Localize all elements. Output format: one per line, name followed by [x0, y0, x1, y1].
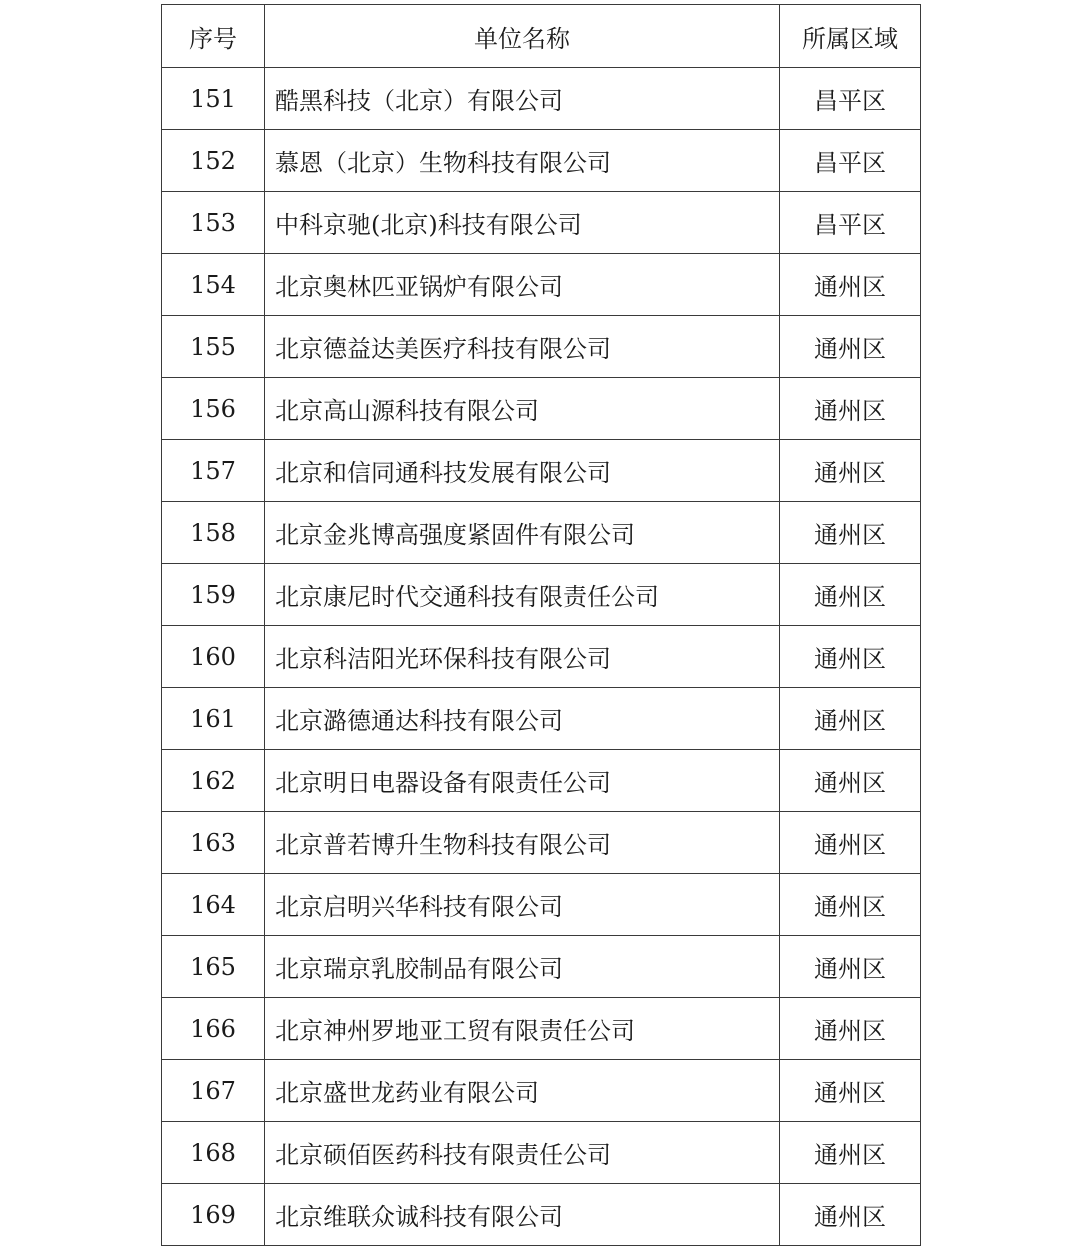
- row-number: 151: [162, 68, 265, 130]
- header-name: 单位名称: [265, 5, 780, 68]
- district-name: 通州区: [780, 1122, 921, 1184]
- district-name: 通州区: [780, 1060, 921, 1122]
- table-row: [162, 626, 921, 688]
- district-name: 通州区: [780, 378, 921, 440]
- district-name: 昌平区: [780, 68, 921, 130]
- row-number: 155: [162, 316, 265, 378]
- district-name: 通州区: [780, 564, 921, 626]
- company-name: 北京神州罗地亚工贸有限责任公司: [265, 998, 780, 1060]
- row-number: 169: [162, 1184, 265, 1246]
- row-number: 167: [162, 1060, 265, 1122]
- company-name: 慕恩（北京）生物科技有限公司: [265, 130, 780, 192]
- district-name: 通州区: [780, 1184, 921, 1246]
- table-row: [162, 68, 921, 130]
- row-number: 153: [162, 192, 265, 254]
- district-name: 通州区: [780, 874, 921, 936]
- district-name: 通州区: [780, 688, 921, 750]
- district-name: 通州区: [780, 254, 921, 316]
- row-number: 156: [162, 378, 265, 440]
- header-number: 序号: [162, 5, 265, 68]
- table-row: [162, 502, 921, 564]
- district-name: 通州区: [780, 316, 921, 378]
- table-row: [162, 316, 921, 378]
- company-name: 北京康尼时代交通科技有限责任公司: [265, 564, 780, 626]
- row-number: 160: [162, 626, 265, 688]
- table-row: [162, 688, 921, 750]
- district-name: 昌平区: [780, 130, 921, 192]
- company-name: 北京启明兴华科技有限公司: [265, 874, 780, 936]
- company-name: 酷黑科技（北京）有限公司: [265, 68, 780, 130]
- company-name: 中科京驰(北京)科技有限公司: [265, 192, 780, 254]
- company-name: 北京硕佰医药科技有限责任公司: [265, 1122, 780, 1184]
- company-name: 北京科洁阳光环保科技有限公司: [265, 626, 780, 688]
- district-name: 通州区: [780, 440, 921, 502]
- header-row: [162, 5, 921, 68]
- company-name: 北京潞德通达科技有限公司: [265, 688, 780, 750]
- company-name: 北京和信同通科技发展有限公司: [265, 440, 780, 502]
- company-name: 北京高山源科技有限公司: [265, 378, 780, 440]
- company-name: 北京奥林匹亚锅炉有限公司: [265, 254, 780, 316]
- table-row: [162, 936, 921, 998]
- table-row: [162, 1122, 921, 1184]
- table-row: [162, 378, 921, 440]
- district-name: 通州区: [780, 998, 921, 1060]
- district-name: 通州区: [780, 626, 921, 688]
- table-row: [162, 998, 921, 1060]
- table-row: [162, 750, 921, 812]
- row-number: 165: [162, 936, 265, 998]
- row-number: 159: [162, 564, 265, 626]
- table-row: [162, 564, 921, 626]
- row-number: 168: [162, 1122, 265, 1184]
- district-name: 通州区: [780, 812, 921, 874]
- table-row: [162, 440, 921, 502]
- table-row: [162, 192, 921, 254]
- district-name: 通州区: [780, 750, 921, 812]
- company-name: 北京明日电器设备有限责任公司: [265, 750, 780, 812]
- company-list-table: [161, 4, 921, 1246]
- header-district: 所属区域: [780, 5, 921, 68]
- company-name: 北京瑞京乳胶制品有限公司: [265, 936, 780, 998]
- company-name: 北京普若博升生物科技有限公司: [265, 812, 780, 874]
- company-name: 北京维联众诚科技有限公司: [265, 1184, 780, 1246]
- district-name: 通州区: [780, 502, 921, 564]
- row-number: 157: [162, 440, 265, 502]
- row-number: 158: [162, 502, 265, 564]
- table-row: [162, 1184, 921, 1246]
- table-row: [162, 812, 921, 874]
- row-number: 154: [162, 254, 265, 316]
- row-number: 161: [162, 688, 265, 750]
- row-number: 162: [162, 750, 265, 812]
- table-row: [162, 1060, 921, 1122]
- table-row: [162, 130, 921, 192]
- company-name: 北京盛世龙药业有限公司: [265, 1060, 780, 1122]
- company-name: 北京德益达美医疗科技有限公司: [265, 316, 780, 378]
- table-row: [162, 254, 921, 316]
- row-number: 163: [162, 812, 265, 874]
- table-header: [162, 5, 921, 68]
- row-number: 166: [162, 998, 265, 1060]
- company-name: 北京金兆博高强度紧固件有限公司: [265, 502, 780, 564]
- table-row: [162, 874, 921, 936]
- row-number: 152: [162, 130, 265, 192]
- table-body: [162, 68, 921, 1246]
- district-name: 昌平区: [780, 192, 921, 254]
- district-name: 通州区: [780, 936, 921, 998]
- row-number: 164: [162, 874, 265, 936]
